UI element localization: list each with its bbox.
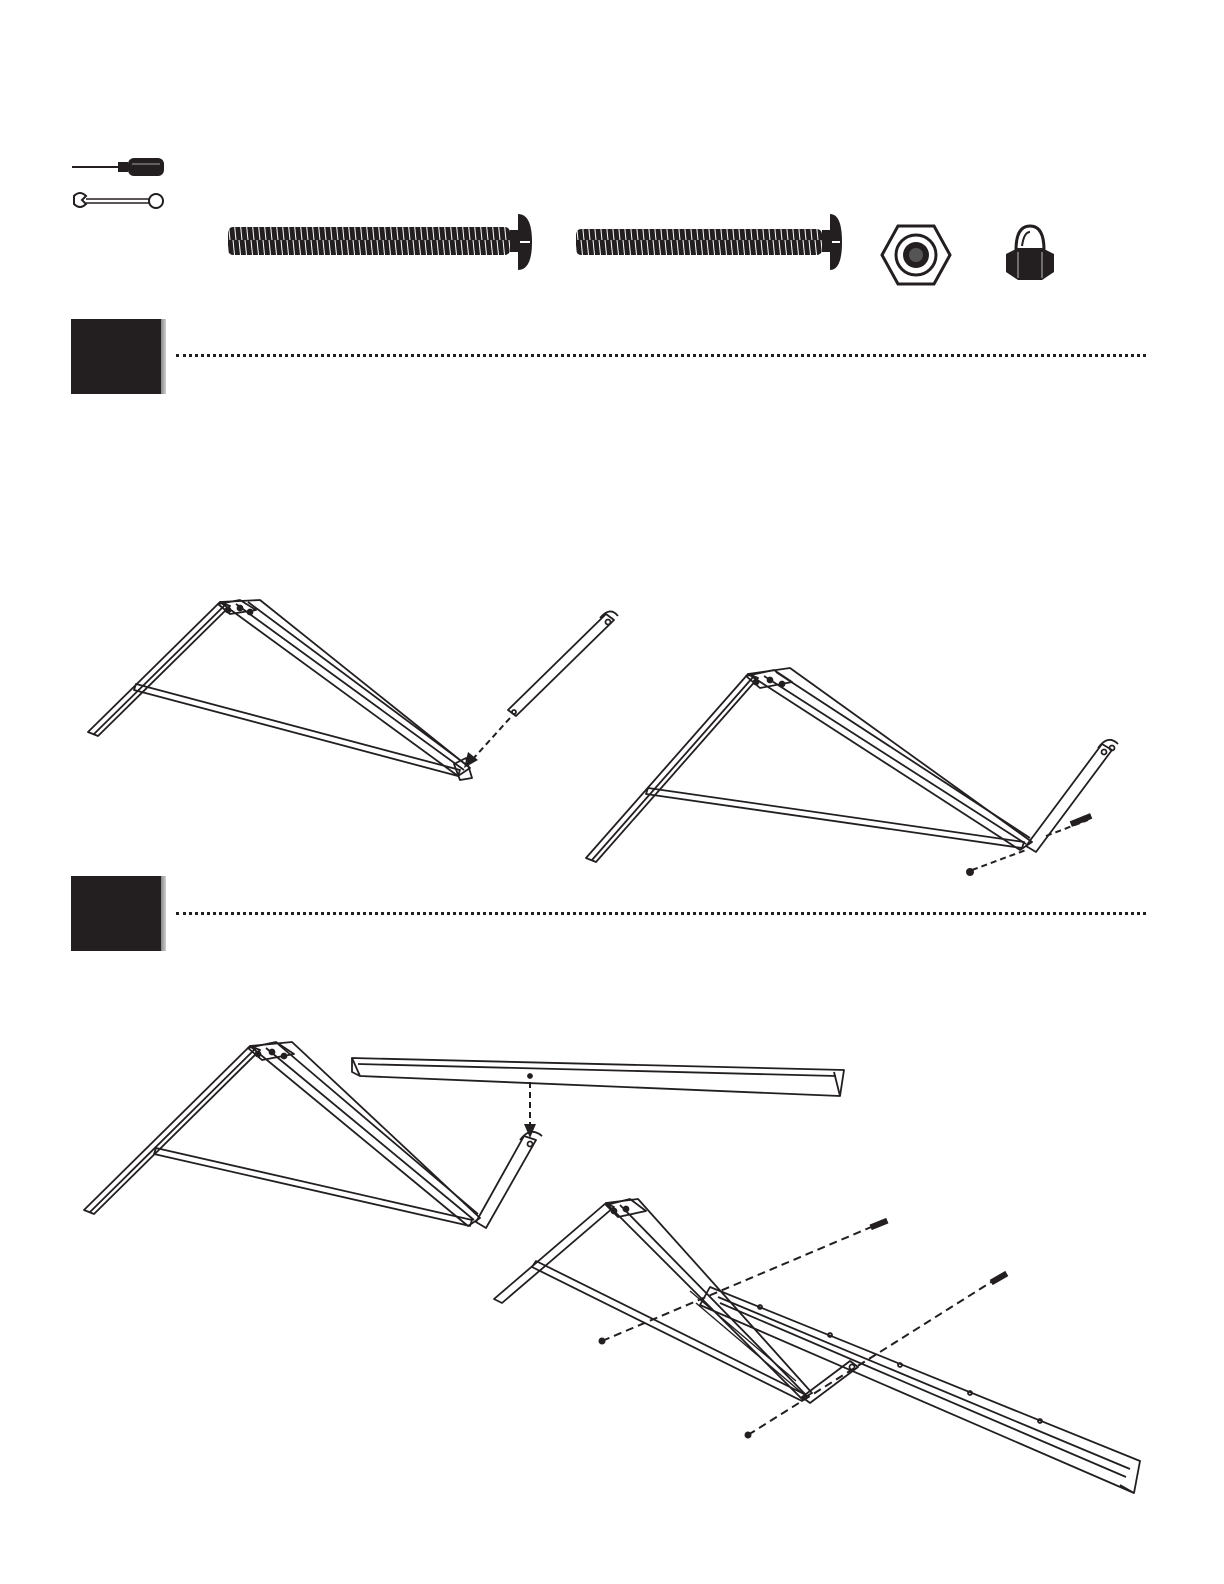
wrench-icon	[70, 190, 170, 214]
truss-frame-with-brace-insert	[80, 600, 640, 800]
cap-nut-icon	[1000, 220, 1060, 286]
step-2-badge	[71, 876, 161, 951]
long-bolt-icon	[226, 210, 536, 274]
step-2-divider	[176, 912, 1146, 915]
truss-frame-beam-attached	[490, 1195, 1150, 1515]
step-2-badge-shadow	[161, 876, 166, 951]
step-1-badge	[71, 319, 161, 394]
short-bolt-icon	[574, 210, 844, 274]
step-1-badge-shadow	[161, 319, 166, 394]
screwdriver-icon	[70, 156, 170, 178]
truss-frame-brace-attached	[580, 660, 1140, 890]
step-1-divider	[176, 354, 1146, 357]
hex-lock-nut-icon	[880, 222, 952, 288]
